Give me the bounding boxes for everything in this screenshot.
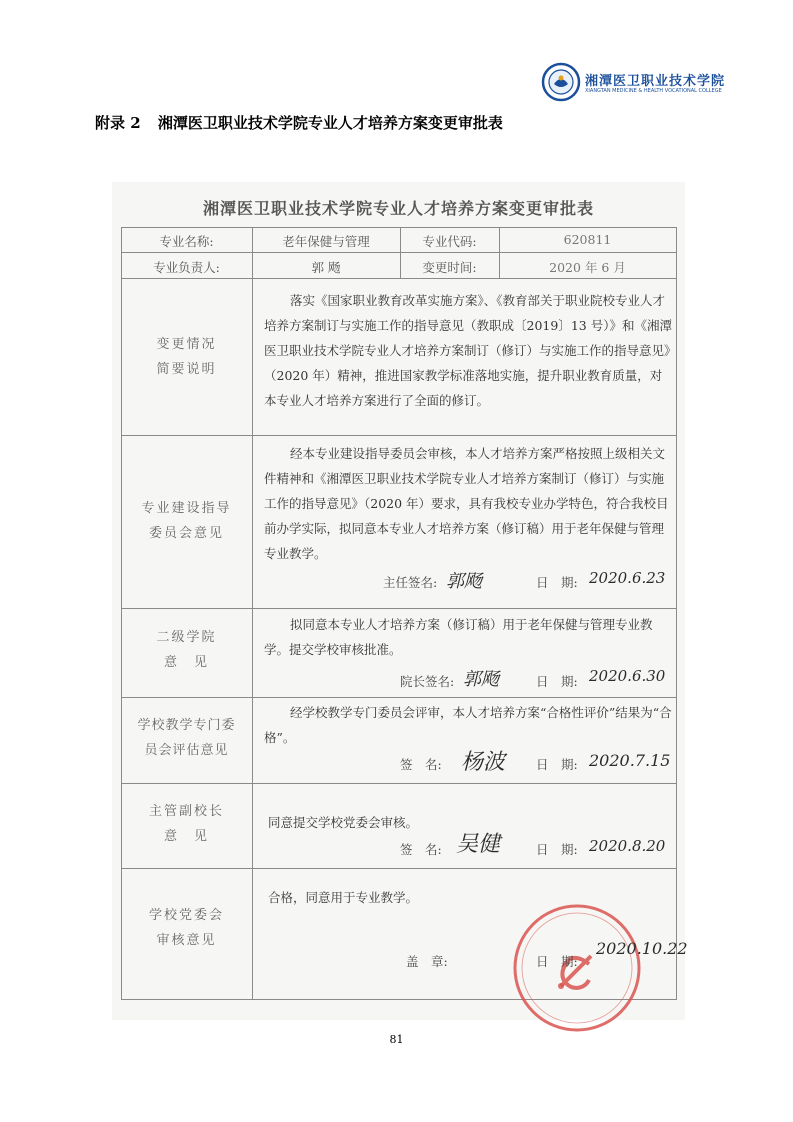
major-name-value: 老年保健与管理 — [282, 234, 370, 249]
logo-english-name: XIANGTAN MEDICINE & HEALTH VOCATIONAL COLLEGE — [585, 88, 722, 94]
row-divider — [121, 252, 677, 253]
school-date-label: 日 期: — [536, 674, 578, 689]
vice-president-label-line2: 意 见 — [163, 829, 209, 844]
change-time-label: 变更时间: — [422, 260, 477, 275]
row-divider — [121, 608, 677, 609]
party-committee-label-line1: 学校党委会 — [148, 908, 224, 923]
teaching-date: 2020.7.15 — [589, 751, 671, 770]
leader-label: 专业负责人: — [153, 260, 220, 275]
major-name-label: 专业名称: — [159, 234, 214, 249]
teaching-committee-label-line2: 员会评估意见 — [144, 743, 229, 758]
committee-signature: 郭飏 — [446, 571, 482, 592]
change-time-value: 2020 年 6 月 — [549, 260, 626, 275]
row-divider — [121, 278, 677, 279]
change-summary-text: 落实《国家职业教育改革实施方案》、《教育部关于职业院校专业人才培养方案制订与实施工作的指导意见（教职成〔2019〕13 号）》和《湘潭医卫职业技术学院专业人才培养方案制订（修订）与实施工作的指导意见》（2020 年）精神，推进国家教学标准落地实施，提升职业教育质量，对本专业人才培养方案进行了全面的修订。 — [264, 293, 672, 408]
school-label-line1: 二级学院 — [156, 630, 217, 645]
school-opinion-text: 拟同意本专业人才培养方案（修订稿）用于老年保健与管理专业教学。提交学校审核批准。 — [264, 617, 653, 657]
teaching-date-label: 日 期: — [536, 757, 578, 772]
party-date: 2020.10.22 — [596, 939, 688, 958]
form-title: 湘潭医卫职业技术学院专业人才培养方案变更审批表 — [202, 199, 594, 218]
school-sign-label: 院长签名: — [400, 674, 455, 689]
college-emblem-icon — [541, 62, 581, 102]
appendix-label: 附录 2 — [95, 114, 141, 132]
seal-label: 盖 章: — [406, 954, 448, 969]
vice-president-text: 同意提交学校党委会审核。 — [268, 815, 419, 830]
row-divider — [121, 868, 677, 869]
teaching-signature: 杨波 — [461, 750, 506, 775]
appendix-title: 湘潭医卫职业技术学院专业人才培养方案变更审批表 — [157, 114, 503, 132]
committee-label — [121, 496, 252, 546]
scanned-approval-form — [112, 182, 688, 1020]
college-logo — [541, 62, 726, 112]
party-committee-label — [121, 903, 252, 953]
leader-value: 郭 飏 — [311, 260, 341, 275]
page-number: 81 — [389, 1033, 404, 1046]
party-date-label: 日 期: — [536, 954, 578, 969]
change-summary-label-line1: 变更情况 — [156, 337, 217, 352]
vice-president-label-line1: 主管副校长 — [148, 804, 224, 819]
major-code-label: 专业代码: — [422, 234, 477, 249]
table-border-top — [121, 227, 677, 228]
school-signature: 郭飏 — [463, 669, 499, 690]
teaching-committee-text: 经学校教学专门委员会评审，本人才培养方案“合格性评价”结果为“合格”。 — [264, 705, 672, 745]
change-summary-label — [121, 332, 252, 382]
change-summary-label-line2: 简要说明 — [156, 362, 217, 377]
vice-signature: 吴健 — [456, 832, 501, 857]
school-label — [121, 625, 252, 675]
party-committee-label-line2: 审核意见 — [156, 933, 217, 948]
column-divider — [252, 227, 253, 1000]
row-divider — [121, 697, 677, 698]
vice-date: 2020.8.20 — [589, 837, 666, 855]
appendix-heading — [95, 112, 503, 133]
school-label-line2: 意 见 — [163, 655, 209, 670]
committee-opinion-text: 经本专业建设指导委员会审核，本人才培养方案严格按照上级相关文件精神和《湘潭医卫职业技术学院专业人才培养方案制订（修订）与实施工作的指导意见》（2020 年）要求，具有我校专业办学特色，符合我校目前办学实际，拟同意本专业人才培养方案（修订稿）用于老年保健与管理专业教学。 — [264, 446, 669, 561]
school-date: 2020.6.30 — [589, 667, 666, 685]
committee-date: 2020.6.23 — [589, 569, 666, 587]
row-divider — [121, 435, 677, 436]
committee-sign-label: 主任签名: — [383, 575, 438, 590]
vice-sign-label: 签 名: — [400, 842, 442, 857]
teaching-committee-label-line1: 学校教学专门委 — [137, 718, 236, 733]
committee-label-line1: 专业建设指导 — [141, 501, 232, 516]
committee-label-line2: 委员会意见 — [148, 526, 224, 541]
major-code-value: 620811 — [563, 232, 612, 247]
vice-president-label — [121, 799, 252, 849]
logo-chinese-name: 湘潭医卫职业技术学院 — [585, 74, 726, 89]
row-divider — [121, 783, 677, 784]
approval-table — [121, 227, 688, 1000]
teaching-committee-label — [121, 713, 252, 763]
committee-date-label: 日 期: — [536, 575, 578, 590]
party-committee-text: 合格，同意用于专业教学。 — [268, 890, 419, 905]
vice-date-label: 日 期: — [536, 842, 578, 857]
teaching-sign-label: 签 名: — [400, 757, 442, 772]
